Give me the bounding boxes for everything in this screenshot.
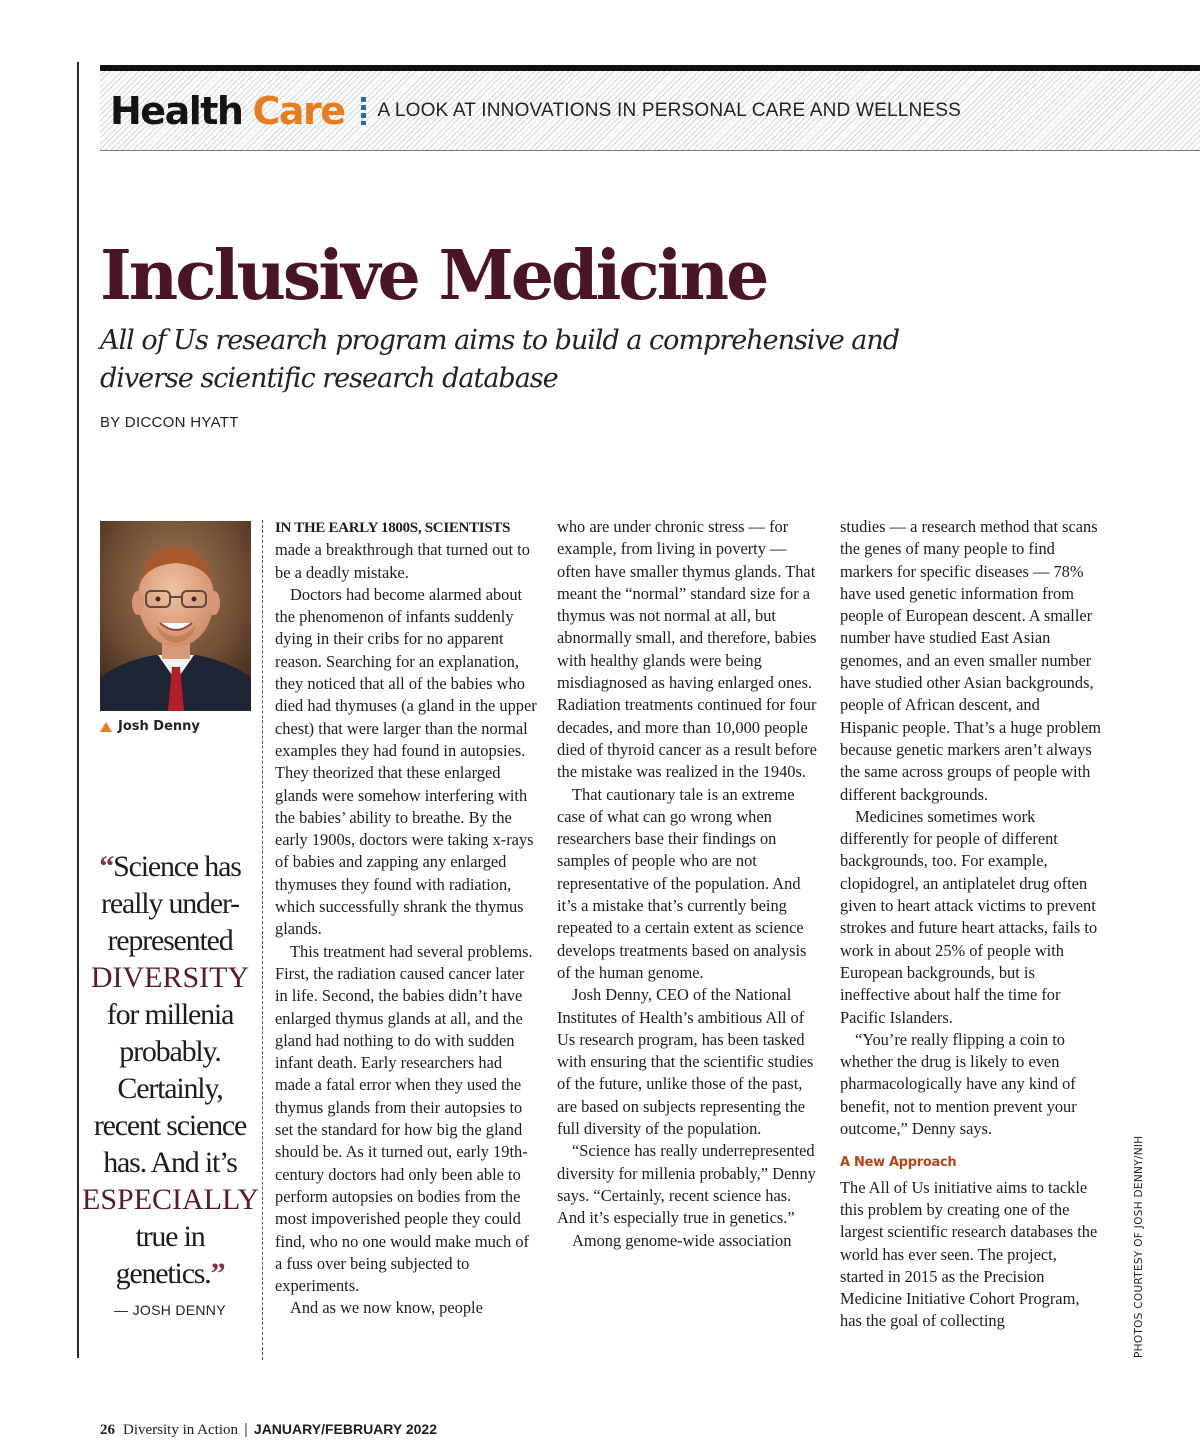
pull-quote — [82, 848, 258, 1320]
body-paragraph: The All of Us initiative aims to tackle this problem by creating one of the largest scientific research databases the world has ever seen. The project, started in 2015 as the Precision Medicine Initiative Cohort Program, has the goal of collecting — [840, 1177, 1098, 1331]
pull-quote-attribution: — JOSH DENNY — [114, 1302, 226, 1318]
caption-text: Josh Denny — [118, 719, 200, 734]
section-title-care: Care — [252, 89, 345, 133]
body-paragraph: who are under chronic stress — for example, from living in poverty — often have smaller thymus glands. That meant the “normal” standard size for a thymus was not normal at all, but abnormally small, and therefore, babies with healthy glands were being misdiagnosed as having enlarged ones. Radiation treatments continued for four decades, and more than 10,000 people died of thyroid cancer as a result before the mistake was realized in the 1940s. — [557, 517, 817, 782]
section-header — [110, 87, 961, 135]
article-deck: All of Us research program aims to build a comprehensive and diverse scientific research database — [100, 325, 900, 394]
section-title-health: Health — [110, 89, 243, 133]
body-column-2 — [557, 516, 819, 1252]
body-paragraph: “You’re really flipping a coin to whether the drug is likely to even pharmacologically have any kind of benefit, not to mention prevent your outcome,” Denny says. — [840, 1029, 1077, 1139]
body-column-1 — [275, 516, 537, 1320]
lead-in: IN THE EARLY 1800S, SCIENTISTS — [275, 520, 511, 536]
section-tagline: A LOOK AT INNOVATIONS IN PERSONAL CARE AND WELLNESS — [377, 100, 962, 121]
photo-caption — [100, 719, 200, 734]
open-quote-icon: “ — [99, 850, 114, 883]
portrait-photo — [100, 521, 251, 711]
body-paragraph: Josh Denny, CEO of the National Institutes of Health’s ambitious All of Us research program, has been tasked with ensuring that the scientific studies of the future, unlike those of the past, are based on subjects representing the full diversity of the population. — [557, 985, 814, 1139]
pull-quote-text-2: for millenia probably. Certainly, recent science has. And it’s — [93, 998, 247, 1179]
article-headline: Inclusive Medicine — [100, 236, 767, 316]
section-subhead: A New Approach — [840, 1155, 957, 1171]
close-quote-icon: ” — [210, 1257, 225, 1290]
pull-quote-text-3: true in genetics. — [115, 1220, 211, 1290]
body-paragraph: Among genome-wide association — [572, 1230, 792, 1250]
caption-triangle-icon — [100, 722, 112, 732]
portrait-illustration — [100, 521, 251, 711]
page-number: 26 — [100, 1422, 115, 1438]
publication-name: Diversity in Action — [123, 1422, 238, 1438]
page-footer — [100, 1421, 437, 1439]
body-paragraph: That cautionary tale is an extreme case of what can go wrong when researchers base their findings on samples of people who are not representative of the population. And it’s a mistake that’s currently being repeated to a certain extent as science develops treatments based on analysis of the human genome. — [557, 784, 807, 982]
issue-date: JANUARY/FEBRUARY 2022 — [253, 1421, 437, 1437]
body-paragraph: And as we now know, people — [290, 1298, 483, 1318]
lead-paragraph-rest: made a breakthrough that turned out to be a deadly mistake. — [275, 540, 530, 582]
pull-quote-accent-especially: ESPECIALLY — [82, 1183, 259, 1216]
body-paragraph: Medicines sometimes work differently for people of different backgrounds, too. For example, clopidogrel, an antiplatelet drug often given to heart attack victims to prevent strokes and future heart attacks, fails to work in about 25% of people with European backgrounds, but is ineffective about half the time for Pacific Islanders. — [840, 806, 1098, 1027]
left-margin-rule — [77, 62, 79, 1358]
body-paragraph: “Science has really underrepresented diversity for millenia probably,” Denny says. “Certainly, recent science has. And it’s especially true in genetics.” — [557, 1141, 816, 1228]
photo-credit: PHOTOS COURTESY OF JOSH DENNY/NIH — [1133, 1135, 1145, 1358]
column-divider — [262, 520, 263, 1360]
footer-separator: | — [244, 1421, 248, 1438]
body-column-3 — [840, 516, 1102, 1333]
body-paragraph: Doctors had become alarmed about the phenomenon of infants suddenly dying in their cribs for no apparent reason. Searching for an explanation, they noticed that all of the babies who died had thymuses (a gland in the upper chest) that were larger than the normal examples they had found in autopsies. They theorized that these enlarged glands were somehow interfering with the babies’ ability to breathe. By the early 1900s, doctors were taking x-rays of babies and zapping any enlarged thymuses they found with radiation, which successfully shrank the thymus glands. — [275, 584, 537, 939]
section-separator-icon — [361, 97, 366, 125]
pull-quote-accent-diversity: DIVERSITY — [90, 961, 250, 994]
body-paragraph: This treatment had several problems. First, the radiation caused cancer later in life. Second, the babies didn’t have enlarged thymus glands at all, and the gland had nothing to do with sudden infant death. Early researchers had made a fatal error when they used the thymus glands from their autopsies to set the standard for how big the gland should be. As it turned out, early 19th-century doctors had only been able to perform autopsies on bodies from the most impoverished people they could find, who no one would make much of a fuss over being subjected to experiments. — [275, 941, 533, 1296]
article-byline: BY DICCON HYATT — [100, 414, 239, 431]
body-paragraph: studies — a research method that scans the genes of many people to find markers for specific diseases — 78% have used genetic information from people of European descent. A smaller number have studied East Asian genomes, and an even smaller number have studied other Asian backgrounds, people of African descent, and Hispanic people. That’s a huge problem because genetic markers aren’t always the same across groups of people with different backgrounds. — [840, 517, 1101, 804]
body-paragraph — [275, 516, 537, 584]
section-header-band — [100, 65, 1200, 151]
pull-quote-text-1: Science has really under-represented — [101, 850, 241, 957]
